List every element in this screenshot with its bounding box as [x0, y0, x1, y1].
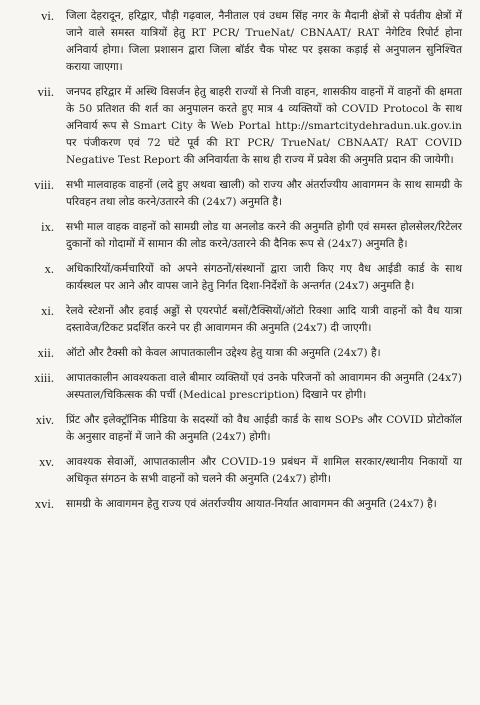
item-text: सभी माल वाहक वाहनों को सामग्री लोड या अनलोड करने की अनुमति होगी एवं समस्त होलसेलर/रिटेलर दुकानों को गोदामों में सामान की लोड करने/उतारने की दैनिक रूप से (24x7) अनुमति है।: [66, 221, 462, 250]
list-item: [22, 8, 462, 76]
item-text: ऑटो और टैक्सी को केवल आपातकालीन उद्देश्य हेतु यात्रा की अनुमति (24x7) है।: [66, 347, 381, 359]
item-number: viii.: [34, 178, 54, 192]
item-text: आपातकालीन आवश्यकता वाले बीमार व्यक्तियों एवं उनके परिजनों को आवागमन की अनुमति (24x7) अस्पताल/चिकित्सक की पर्ची (Medical prescription) दिखाने पर होगी।: [66, 372, 462, 401]
item-text: सभी मालवाहक वाहनों (लदे हुए अथवा खाली) को राज्य और अंतर्राज्यीय आवागमन के साथ सामग्री के परिवहन तथा लोड करने/उतारने की (24x7) अनुमति है।: [66, 179, 462, 208]
list-item: [22, 345, 462, 362]
item-number: xii.: [37, 346, 54, 360]
item-number: xiv.: [35, 413, 54, 427]
item-text: आवश्यक सेवाओं, आपातकालीन और COVID-19 प्रबंधन में शामिल सरकार/स्थानीय निकायों या अधिकृत संगठन के सभी वाहनों को चलने की अनुमति (24x7) होगी।: [66, 456, 462, 485]
list-item: [22, 370, 462, 404]
list-item: [22, 454, 462, 488]
list-item: [22, 177, 462, 211]
item-text: सामग्री के आवागमन हेतु राज्य एवं अंतर्राज्यीय आयात-निर्यात आवागमन की अनुमति (24x7) है।: [66, 498, 437, 510]
item-number: xvi.: [34, 497, 54, 511]
item-text: जिला देहरादून, हरिद्वार, पौड़ी गढ़वाल, नैनीताल एवं उधम सिंह नगर के मैदानी क्षेत्रों से पर्वतीय क्षेत्रों में जाने वाले समस्त यात्रियों हेतु RT PCR/ TrueNat/ CBNAAT/ RAT नेगेटिव रिपोर्ट होना अनिवार्य होगा। जिला प्रशासन द्वारा जिला बॉर्डर चैक पोस्ट पर इसका कड़ाई से अनुपालन सुनिश्चित कराया जाएगा।: [66, 10, 462, 73]
item-text: रेलवे स्टेशनों और हवाई अड्डों से एयरपोर्ट बसों/टैक्सियों/ऑटो रिक्शा आदि यात्री वाहनों को वैध यात्रा दस्तावेज/टिकट प्रदर्शित करने पर ही आवागमन की अनुमति (24x7) दी जाएगी।: [66, 305, 462, 334]
list-item: [22, 496, 462, 513]
item-text: अधिकारियों/कर्मचारियों को अपने संगठनों/संस्थानों द्वारा जारी किए गए वैध आईडी कार्ड के साथ कार्यस्थल पर आने और वापस जाने हेतु निर्गत दिशा-निर्देशों के अन्तर्गत (24x7) अनुमति है।: [66, 263, 462, 292]
item-number: vii.: [37, 85, 54, 99]
list-item: [22, 261, 462, 295]
item-text: जनपद हरिद्वार में अस्थि विसर्जन हेतु बाहरी राज्यों से निजी वाहन, शासकीय वाहनों में वाहनों की क्षमता के 50 प्रतिशत की शर्त का अनुपालन करते हुए मात्र 4 व्यक्तियों को COVID Protocol के साथ अनिवार्य रूप से Smart City के Web Portal http://smartcitydehradun.uk.gov.in पर पंजीकरण एवं 72 घंटे पूर्व की RT PCR/ TrueNat/ CBNAAT/ RAT COVID Negative Test Report की अनिवार्यता के साथ ही राज्य में प्रवेश की अनुमति प्रदान की जायेगी।: [66, 86, 462, 166]
list-item: [22, 84, 462, 169]
item-number: xi.: [41, 304, 54, 318]
item-number: x.: [44, 262, 54, 276]
list-item: [22, 219, 462, 253]
item-text: प्रिंट और इलेक्ट्रॉनिक मीडिया के सदस्यों को वैध आईडी कार्ड के साथ SOPs और COVID प्रोटोकॉल के अनुसार वाहनों में जाने की अनुमति (24x7) होगी।: [66, 414, 462, 443]
item-number: xv.: [39, 455, 54, 469]
list-item: [22, 303, 462, 337]
item-number: vi.: [41, 9, 54, 23]
item-number: ix.: [41, 220, 54, 234]
list-item: [22, 412, 462, 446]
item-number: xiii.: [34, 371, 54, 385]
